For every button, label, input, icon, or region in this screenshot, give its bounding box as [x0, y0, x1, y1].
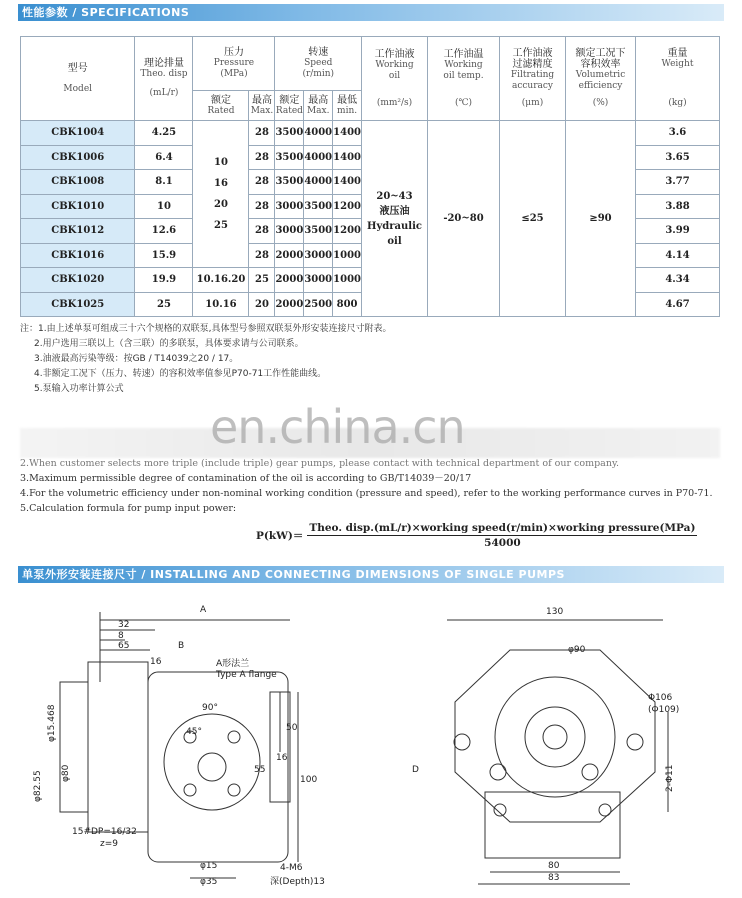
model-cell: CBK1012: [21, 219, 135, 244]
model-cell: CBK1025: [21, 292, 135, 317]
dim-100: 100: [300, 775, 318, 785]
max-pressure-cell: 20: [249, 292, 275, 317]
rated-speed-header: 额定 Rated: [275, 91, 304, 121]
dim-B: B: [178, 641, 185, 651]
rated-pressure-cell: 10.16.20: [193, 268, 249, 293]
efficiency-cell: ≥90: [566, 121, 636, 317]
specifications-table: [20, 36, 720, 317]
temp-header: 工作油温 Working oil temp. (℃): [428, 37, 500, 121]
dim-16: 16: [150, 657, 162, 667]
note-en-2: 2.When customer selects more triple (include triple) gear pumps, please contact with technical department of our company.: [20, 458, 620, 469]
dim-phi35: φ35: [200, 877, 218, 887]
install-banner: 单泵外形安装连接尺寸 / INSTALLING AND CONNECTING DIMENSIONS OF SINGLE PUMPS: [18, 566, 724, 583]
max-speed-cell: 3500: [304, 219, 333, 244]
front-body-circle: [495, 677, 615, 797]
dim-55: 55: [254, 765, 266, 775]
temp-cell: -20~80: [428, 121, 500, 317]
notes-chinese: [20, 322, 391, 397]
max-pressure-cell: 28: [249, 243, 275, 268]
pump-body-outline: [148, 672, 288, 862]
disp-cell: 4.25: [135, 121, 193, 146]
formula-denominator: 54000: [484, 537, 521, 549]
weight-header: 重量 Weight (kg): [636, 37, 720, 121]
min-speed-cell: 1400: [333, 145, 362, 170]
rated-speed-cell: 2000: [275, 292, 304, 317]
rated-speed-cell: 3500: [275, 145, 304, 170]
min-speed-cell: 1200: [333, 194, 362, 219]
weight-cell: 3.65: [636, 145, 720, 170]
thread-spec: 4-M6: [280, 863, 303, 873]
disp-cell: 6.4: [135, 145, 193, 170]
dim-A: A: [200, 605, 207, 615]
weight-cell: 3.77: [636, 170, 720, 195]
front-bolt-right: [627, 734, 643, 750]
max-speed-cell: 3000: [304, 243, 333, 268]
model-cell: CBK1016: [21, 243, 135, 268]
dim-16v: 16: [276, 753, 288, 763]
table-row: [21, 121, 720, 146]
weight-cell: 3.6: [636, 121, 720, 146]
dim-130: 130: [546, 607, 564, 617]
rated-speed-cell: 3500: [275, 121, 304, 146]
pressure-header: 压力 Pressure (MPa): [193, 37, 275, 91]
max-speed-cell: 3500: [304, 194, 333, 219]
weight-cell: 4.14: [636, 243, 720, 268]
shaft-dim-3: φ82.55: [33, 770, 43, 802]
front-base-outline: [485, 792, 620, 858]
angle-90: 90°: [202, 703, 218, 713]
thread-depth: 深(Depth)13: [270, 877, 325, 887]
rated-pressure-header: 额定 Rated: [193, 91, 249, 121]
dim-8: 8: [118, 631, 124, 641]
port-circle: [164, 714, 260, 810]
max-pressure-cell: 28: [249, 121, 275, 146]
efficiency-header: 额定工况下 容积效率 Volumetric efficiency (%): [566, 37, 636, 121]
front-shaft-circle: [543, 725, 567, 749]
front-bolt-bl: [490, 764, 506, 780]
dim-65: 65: [118, 641, 130, 651]
max-speed-cell: 4000: [304, 121, 333, 146]
bolt-hole-2: [228, 731, 240, 743]
spline-spec: 15#DP=16/32: [72, 827, 137, 837]
speed-header: 转速 Speed (r/min): [275, 37, 362, 91]
max-pressure-cell: 28: [249, 194, 275, 219]
oil-header: 工作油液 Working oil (mm²/s): [362, 37, 428, 121]
dim-phi06: Φ106: [648, 693, 673, 703]
bolt-hole-4: [228, 784, 240, 796]
dim-2phi11: 2-Φ11: [665, 764, 675, 792]
note-cn-4: 4.非额定工况下（压力、转速）的容积效率值参见P70-71工作性能曲线。: [34, 369, 327, 379]
shaft-dim-1: φ15.468: [47, 704, 57, 742]
front-bolt-br: [582, 764, 598, 780]
bolt-hole-3: [184, 784, 196, 796]
filter-header: 工作油液 过滤精度 Filtrating accuracy (μm): [500, 37, 566, 121]
disp-cell: 19.9: [135, 268, 193, 293]
max-speed-cell: 2500: [304, 292, 333, 317]
rated-speed-cell: 2000: [275, 243, 304, 268]
watermark: en.china.cn: [210, 400, 465, 454]
model-cell: CBK1008: [21, 170, 135, 195]
shaft-flange-outline: [60, 682, 88, 812]
note-cn-2: 2.用户选用三联以上（含三联）的多联泵，具体要求请与公司联系。: [34, 339, 304, 349]
dim-phi09: (Φ109): [648, 705, 680, 715]
port-inner: [198, 753, 226, 781]
angle-45: 45°: [186, 727, 202, 737]
dim-phi15: φ15: [200, 861, 218, 871]
disp-cell: 8.1: [135, 170, 193, 195]
max-speed-cell: 3000: [304, 268, 333, 293]
model-cell: CBK1004: [21, 121, 135, 146]
notes-english: [20, 456, 713, 516]
max-pressure-cell: 25: [249, 268, 275, 293]
max-speed-header: 最高 Max.: [304, 91, 333, 121]
disp-cell: 25: [135, 292, 193, 317]
note-en-3: 3.Maximum permissible degree of contamination of the oil is according to GB/T14039－20/17: [20, 473, 472, 484]
max-speed-cell: 4000: [304, 170, 333, 195]
note-cn-1: 注：1.由上述单泵可组成三十六个规格的双联泵,具体型号参照双联泵外形安装连接尺寸附表。: [20, 324, 392, 334]
model-cell: CBK1010: [21, 194, 135, 219]
spline-teeth: z=9: [100, 839, 118, 849]
weight-cell: 3.88: [636, 194, 720, 219]
model-cell: CBK1020: [21, 268, 135, 293]
flange-outline: [88, 662, 148, 832]
min-speed-cell: 1400: [333, 170, 362, 195]
rated-pressure-group: 10 16 20 25: [193, 121, 249, 268]
front-bolt-left: [454, 734, 470, 750]
min-speed-header: 最低 min.: [333, 91, 362, 121]
oil-cell: 20~43 液压油 Hydraulic oil: [362, 121, 428, 317]
note-cn-3: 3.油液最高污染等级：按GB / T14039之20 / 17。: [34, 354, 239, 364]
dim-83: 83: [548, 873, 560, 883]
rated-pressure-cell: 10.16: [193, 292, 249, 317]
min-speed-cell: 800: [333, 292, 362, 317]
max-pressure-cell: 28: [249, 145, 275, 170]
max-speed-cell: 4000: [304, 145, 333, 170]
disp-cell: 15.9: [135, 243, 193, 268]
min-speed-cell: 1400: [333, 121, 362, 146]
weight-cell: 4.34: [636, 268, 720, 293]
note-en-5: 5.Calculation formula for pump input power:: [20, 503, 237, 514]
rated-speed-cell: 3500: [275, 170, 304, 195]
max-pressure-cell: 28: [249, 170, 275, 195]
model-header: 型号 Model: [21, 37, 135, 121]
disp-header: 理论排量 Theo. disp (mL/r): [135, 37, 193, 121]
weight-cell: 4.67: [636, 292, 720, 317]
front-pilot-circle: [525, 707, 585, 767]
rated-speed-cell: 2000: [275, 268, 304, 293]
disp-cell: 12.6: [135, 219, 193, 244]
rated-speed-cell: 3000: [275, 194, 304, 219]
max-pressure-cell: 28: [249, 219, 275, 244]
power-formula: [256, 522, 697, 549]
disp-cell: 10: [135, 194, 193, 219]
filter-cell: ≤25: [500, 121, 566, 317]
dim-phi90: φ90: [568, 645, 586, 655]
pump-dimension-drawings: [0, 582, 742, 898]
dim-80: 80: [548, 861, 560, 871]
specifications-banner: 性能参数 / SPECIFICATIONS: [18, 4, 724, 21]
model-cell: CBK1006: [21, 145, 135, 170]
note-en-4: 4.For the volumetric efficiency under non-nominal working condition (pressure and speed), refer to the working performance curves in P70-71.: [20, 488, 713, 499]
shaft-dim-2: φ80: [61, 764, 71, 782]
rated-speed-cell: 3000: [275, 219, 304, 244]
view-label-D: D: [412, 765, 419, 775]
dim-32: 32: [118, 620, 130, 630]
weight-cell: 3.99: [636, 219, 720, 244]
dim-50: 50: [286, 723, 298, 733]
max-pressure-header: 最高 Max.: [249, 91, 275, 121]
min-speed-cell: 1000: [333, 268, 362, 293]
note-cn-5: 5.泵输入功率计算公式: [34, 384, 124, 394]
min-speed-cell: 1200: [333, 219, 362, 244]
formula-numerator: Theo. disp.(mL/r)×working speed(r/min)×working pressure(MPa): [309, 522, 696, 534]
min-speed-cell: 1000: [333, 243, 362, 268]
formula-lhs: P(kW)＝: [256, 530, 304, 542]
flange-label-en: Type A flange: [216, 670, 277, 680]
flange-label-cn: A形法兰: [216, 659, 250, 669]
